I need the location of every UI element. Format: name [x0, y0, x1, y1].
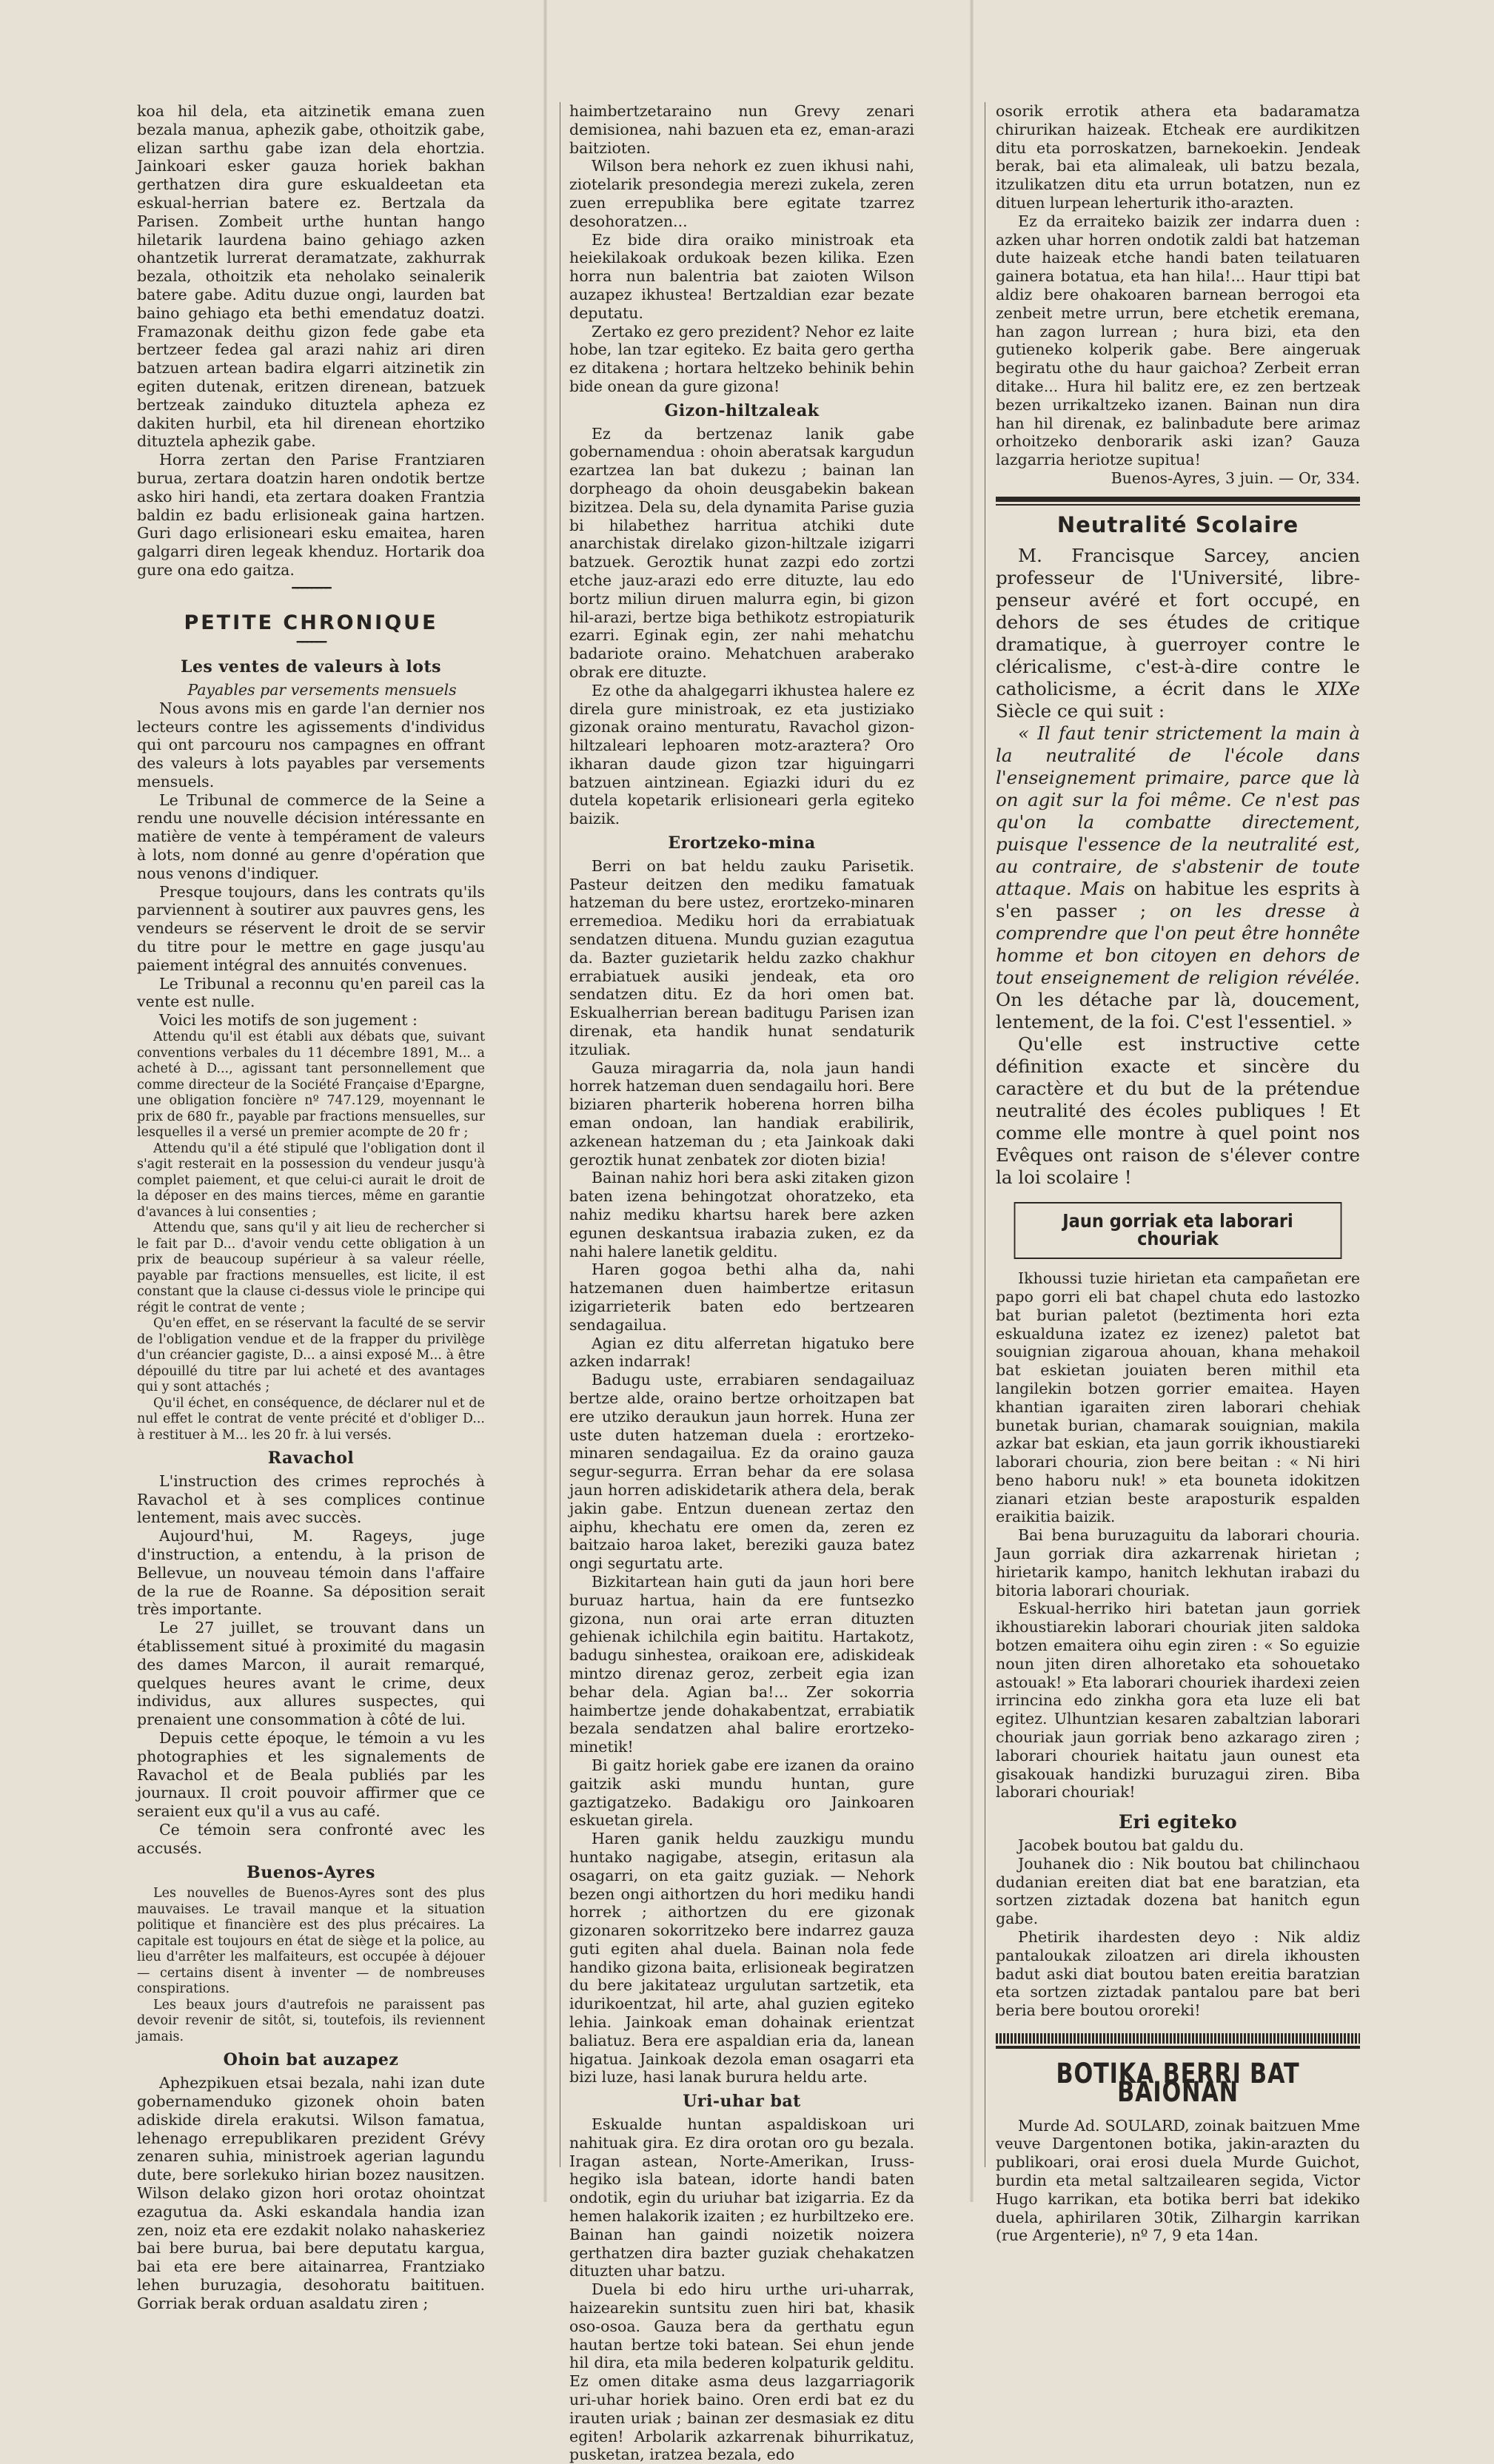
article-paragraph: Phetirik ihardesten deyo : Nik aldiz pantaloukak ziloatzen ari direla ikhousten badut aski diat boutou baten ereitia baratzian eta sortzen ziztadak pantalou pare bat beri beria bere boutou ororeki! [996, 1928, 1360, 2020]
text-run: Siècle ce qui suit : [996, 699, 1165, 722]
article-paragraph: Horra zertan den Parise Frantziaren burua, zertara doatzin haren ondotik bertze asko hiri handi, eta zertara doaken Frantzia baldin ez badu erlisioneak gaina hartzen. Guri dago erlisioneari esku emaitea, haren galgarri diren legeak khenduz. Hortarik doa gure ona edo gaitza. [137, 451, 485, 579]
column-left [137, 102, 485, 2312]
article-paragraph: Ikhoussi tuzie hirietan eta campañetan ere papo gorri eli bat chapel chuta edo lastozko bat burian paletot (beztimenta hori ezta eskualduna izatez ez izenez) paletot bat souignian zigaroua ahouan, khana mehakoil bat eskietan jouiaten beren mithil eta langilekin botzen gorrier emaitea. Hayen khantian igaraiten ziren laborari chehiak bunetak burian, chamarak souignian, makila azkar bat eskian, eta jaun gorrik ikhoustiareki laborari chouria, zion bere beitan : « Ni hiri beno haboru nuk! » eta bouneta idokitzen zianari etzian beste araposturik espalden eraikitia baizik. [996, 1269, 1360, 1526]
text-run-italic: « Il faut tenir strictement la main à la neutralité de l'école dans l'enseignement primaire, parce que là on agit sur la foi même. Ce n'est pas qu'on la combatte directement, puisque l'essence de la neutralité est, au contraire, de s'abstenir de toute attaque. Mais [996, 722, 1360, 899]
paper-fold [970, 0, 974, 2202]
judgement-clause: Attendu que, sans qu'il y ait lieu de rechercher si le fait par D... d'avoir vendu cette obligation à un prix de beaucoup supérieur à sa valeur réelle, payable par fractions mensuelles, est licite, il est constant que la clause ci-dessus viole le principe qui régit le contrat de vente ; [137, 1221, 485, 1315]
paper-fold [543, 0, 547, 2202]
judgement-clause: Qu'en effet, en se réservant la faculté de se servir de l'obligation vendue et de la frapper du privilège d'un créancier gagiste, D... a ainsi exposé M... à être dépouillé du titre par lui acheté et des avantages qui y sont attachés ; [137, 1316, 485, 1395]
text-run-italic: on les dresse à comprendre que l'on peut être honnête homme et bon citoyen en dehors de tout enseignement de religion révélée. [996, 899, 1360, 988]
article-paragraph: Zertako ez gero prezident? Nehor ez laite hobe, lan tzar egiteko. Ez baita gero gertha ez ditakena ; hortara heltzeko behinik behin bide onean da gure gizona! [569, 322, 914, 395]
column-right [985, 102, 1360, 2245]
article-paragraph: Berri on bat heldu zauku Parisetik. Pasteur deitzen den mediku famatuak hatzeman du bere ustez, erortzeko-minaren erremedioa. Mediku hori da errabiatuak sendatzen dituena. Mundu guzian ezagutua da. Bazter guzietarik heldu zazko chakhur errabiatuek ausiki jendeak, eta oro sendatzen ditu. Ez da hori omen bat. Eskualherrian berean baditugu Parisen izan direnak, eta handik hunat sendaturik itzuliak. [569, 856, 914, 1058]
advertisement-title: BOTIKA BERRI BAT BAIONAN [1056, 2058, 1300, 2108]
article-paragraph: osorik errotik athera eta badaramatza chirurikan haizeak. Etcheak ere aurdikitzen ditu eta porroskatzen, barnekoekin. Jendeak berak, bai eta alimaleak, uli batzu bezala, itzulikatzen ditu eta urrun botatzen, nun ez dituen lurpean leherturik itho-arazten. [996, 102, 1360, 212]
article-paragraph [996, 722, 1360, 1033]
article-paragraph: Jouhanek dio : Nik boutou bat chilinchaou dudanian ereiten diat bat ene baratzian, eta sortzen ziztadak dozena bat hanitch egun gabe. [996, 1854, 1360, 1928]
article-paragraph: Gauza miragarria da, nola jaun handi horrek hatzeman duen sendagailu hori. Bere biziaren pharterik hoberena horren bilha eman ondoan, lan handiak erabilirik, azkenean hatzeman du ; eta Jainkoak daki geroztik hunat zenbatek zor dioten bizia! [569, 1058, 914, 1169]
judgement-clause: Attendu qu'il a été stipulé que l'obligation dont il s'agit resterait en la possession du vendeur jusqu'à complet paiement, et que celui-ci aurait le droit de la déposer en des mains tierces, même en garantie d'avances à lui consenties ; [137, 1141, 485, 1220]
judgement-clause: Qu'il échet, en conséquence, de déclarer nul et de nul effet le contrat de vente précité et d'obliger D... à restituer à M... les 20 fr. à lui versés. [137, 1395, 485, 1443]
article-paragraph: Ez othe da ahalgegarri ikhustea halere ez direla gure ministroak, ez eta justiziako gizonak oraino menturatu, Ravachol gizon-hiltzaleari lephoaren motz-araztera? Oro ikharan daude gizon tzar higuingarri batzuen aintzinean. Egiazki iduri du ez dutela kopetarik erlisioneari gerla egiteko baizik. [569, 681, 914, 828]
article-paragraph: Badugu uste, errabiaren sendagailuaz bertze alde, oraino bertze orhoitzapen bat ere utziko deraukun jaun horrek. Huna zer uste duten hatzeman duela : erortzeko-minaren sendagailua. Ez da oraino gauza segur-segurra. Erran behar da ere solasa jaun horren adiskidetarik athera dela, berak jakin gabe. Entzun duenean zertaz den aiphu, khechatu ere omen da, zeren ez baitzaio haroa laket, bereziki gauza batez ongi segurtatu arte. [569, 1371, 914, 1573]
article-paragraph: Eskual-herriko hiri batetan jaun gorriek ikhoustiarekin laborari chouriak jiten saldoka botzen emaitera oihu egin ziren : « So eguizie noun jiten diren alhoretako eta sohouetako astouak! » Eta laborari chouriek ihardexi zeien irrincina edo zinkha gora eta luze eli bat egitez. Ulhuntzian kesaren zabaltzian laborari chouriak jaun gorriak beno azkarago ziren ; laborari chouriek haitatu jaun ounest eta gisakouak handizki buruzagui ziren. Biba laborari chouriak! [996, 1599, 1360, 1802]
article-paragraph [996, 545, 1360, 722]
article-paragraph: Haren ganik heldu zauzkigu mundu huntako nagigabe, atsegin, eritasun ala osagarri, on eta gaitz guziak. — Nehork bezen ongi aithortzen du hori mediku handi horrek ; aithortzen du ere gizonak gizonaren sokorritzeko bere indarrez gauza guti egiten ahal duela. Bainan nola fede handiko gizona baita, erlisioneak begiratzen du bere jakitateaz urgulutan sartzetik, eta idurikoentzat, hil arte, ahal guzien egiteko lehia. Jainkoak eman dohainak erientzat baliatuz. Bera ere aspaldian eria da, lanean higatua. Jainkoak dezola eman osagarri eta bizi luze, hasi lanak burura heldu arte. [569, 1830, 914, 2087]
section-rule [996, 504, 1360, 506]
column-middle [560, 102, 914, 2464]
article-paragraph: haimbertzetaraino nun Grevy zenari demisionea, nahi bazuen eta ez, eman-arazi baitzioten. [569, 102, 914, 157]
text-run: M. Francisque Sarcey, ancien professeur de l'Université, libre-penseur avéré et fort occupé, en dehors de ses études de critique dramatique, à guerroyer contre le cléricalisme, c'est-à-dire contre le catholicisme, a écrit dans le [996, 544, 1360, 699]
advertisement-body: Murde Ad. SOULARD, zoinak baitzuen Mme veuve Dargentonen botika, jakin-arazten du publikoari, orai erosi duela Murde Guichot, burdin eta metal saltzailearen segida, Victor Hugo karrikan, eta botika berri bat idekiko duela, aphirilaren 30tik, Zilhargin karrikan (rue Argenterie), nº 7, 9 eta 14an. [996, 2116, 1360, 2245]
heading-buenos-ayres: Buenos-Ayres [247, 1862, 375, 1882]
subheading-payables: Payables par versements mensuels [187, 680, 457, 699]
heading-eri-egiteko: Eri egiteko [1118, 1811, 1238, 1833]
article-paragraph: Wilson bera nehork ez zuen ikhusi nahi, ziotelarik presondegia merezi zukela, zeren zuen errepublika bere egitate tzarrez desohoratzen... [569, 157, 914, 230]
advertisement-rule [996, 2033, 1360, 2044]
article-paragraph: Les nouvelles de Buenos-Ayres sont des plus mauvaises. Le travail manque et la situation politique et financière est des plus précaires. La capitale est toujours en état de siège et la police, au lieu d'arrêter les malfaiteurs, est occupée à déjouer — certains disent à inventer — de nombreuses conspirations. [137, 1886, 485, 1997]
article-paragraph: Depuis cette époque, le témoin a vu les photographies et les signalements de Ravachol et de Beala publiés par les journaux. Il croit pouvoir affirmer que ce seraient eux qu'il a vus au café. [137, 1729, 485, 1821]
article-paragraph: Agian ez ditu alferretan higatuko bere azken indarrak! [569, 1334, 914, 1371]
article-paragraph: Ez da bertzenaz lanik gabe gobernamendua : ohoin aberatsak kargudun ezartzea lan bat dukezu ; bainan lan dorpheago da ohoin deusgabekin bakean bizitzea. Dela su, dela dynamita Parise guzia bi hilabethez harritua atchiki dute anarchistak direlako gizon-hiltzale izigarri batzuek. Geroztik hunat zazpi edo zortzi etche jauz-arazi edo erre dituzte, lau edo bortz miliun diruen malurra egin, bi gizon hil-arazi, bertze biga bethikotz estropiaturik ezarri. Eginak egin, zer nahi mehatchu badariote oraino. Mehatchuen araberako obrak ere dituzte. [569, 424, 914, 681]
ornament-divider: ━━━━━━━━ [292, 582, 330, 594]
judgement-clause: Attendu qu'il est établi aux débats que, suivant conventions verbales du 11 décembre 1891, M... a acheté à D..., agissant tant personnellement que comme directeur de la Société Française d'Epargne, une obligation foncière nº 747.129, moyennant le prix de 680 fr., payable par fractions mensuelles, sur lesquelles il a versé un premier acompte de 20 fr ; [137, 1030, 485, 1141]
advertisement-rule [996, 2046, 1360, 2049]
article-paragraph: Qu'elle est instructive cette définition exacte et sincère du caractère et du but de la prétendue neutralité des écoles publiques ! Et comme elle montre à quel point nos Evêques ont raison de s'élever contre la loi scolaire ! [996, 1033, 1360, 1188]
article-paragraph: Aujourd'hui, M. Rageys, juge d'instruction, a entendu, à la prison de Bellevue, un nouveau témoin dans l'affaire de la rue de Roanne. Sa déposition serait très importante. [137, 1527, 485, 1619]
article-paragraph: Ez bide dira oraiko ministroak eta heiekilakoak ordukoak bezen kilika. Ezen horra nun balentria bat zaioten Wilson auzapez ikhustea! Bertzaldian ezar bezate deputatu. [569, 230, 914, 322]
section-rule [996, 497, 1360, 502]
heading-ravachol: Ravachol [267, 1448, 355, 1468]
article-paragraph: Nous avons mis en garde l'an dernier nos lecteurs contre les agissements d'individus qui ont parcouru nos campagnes en offrant des valeurs à lots payables par versements mensuels. [137, 699, 485, 790]
heading-gizon-hiltzaleak: Gizon-hiltzaleak [664, 400, 820, 420]
article-paragraph: Presque toujours, dans les contrats qu'ils parviennent à soutirer aux pauvres gens, les vendeurs se réservent le droit de se servir du titre pour le mettre en gage jusqu'au paiement intégral des annuités convenues. [137, 882, 485, 974]
article-paragraph: L'instruction des crimes reprochés à Ravachol et à ses complices continue lentement, mais avec succès. [137, 1471, 485, 1527]
heading-neutralite-scolaire: Neutralité Scolaire [1056, 511, 1299, 537]
article-paragraph: Aphezpikuen etsai bezala, nahi izan dute gobernamenduko gizonek ohoin baten adiskide direla erakutsi. Wilson famatua, lehenago errepublikaren prezident Grévy zenaren suhia, ministroek agerian lagundu dute, bere sorlekuko hirian bozez nausitzen. Wilson delako gizon hori orotaz ohointzat ezagutua da. Aski eskandala handia izan zen, noiz eta ere ezdakit nolako nahaskeriez bai bere burua, bai bere deputatu kargua, bai eta ere bere aitainarrea, Frantziako lehen buruzagia, desohoratu baitituen. Gorriak berak orduan asaldatu ziren ; [137, 2074, 485, 2312]
article-paragraph: Haren gogoa bethi alha da, nahi hatzemanen duen haimbertze eritasun izigarrieterik baten edo bertzearen sendagailua. [569, 1260, 914, 1334]
text-run-italic: XIXe [1316, 677, 1360, 699]
article-paragraph: Duela bi edo hiru urthe uri-uharrak, haizearekin suntsitu zuen hiri bat, khasik oso-osoa. Gauza bera da gerthatu egun hautan bertze toki batean. Sei ehun jende hil dira, eta mila bederen kolpaturik gelditu. Ez omen ditake asma deus lazgarriagorik uri-uhar horiek baino. Oren erdi bat ez du irauten uriak ; bainan zer desmasiak ez ditu egiten! Arbolarik azkarrenak bihurrikatuz, pusketan, iratzea bezala, edo [569, 2280, 914, 2464]
dateline: Buenos-Ayres, 3 juin. — Or, 334. [1111, 469, 1360, 487]
article-paragraph: Voici les motifs de son jugement : [159, 1011, 418, 1030]
article-paragraph: Ez da erraiteko baizik zer indarra duen : azken uhar horren ondotik zaldi bat hatzeman dute haizeak etche handi baten teilatuaren gainera botatua, eta han hila!... Haur ttipi bat aldiz bere ohakoaren barnean berrogoi eta zenbeit metre urrun, bere etchetik eremana, han zagon lurrean ; hura bizi, eta den gutieneko kolperik gabe. Bere aingeruak begiratu othe du haur gaichoa? Zerbeit erran ditake... Hura hil balitz ere, ez zen bertzeak bezen urrikaltzeko izanen. Bainan nun dira han hil direnak, ez balinbadute bere arimaz orhoitzeko denborarik aski izan? Gauza lazgarria heriotze supitua! [996, 212, 1360, 469]
heading-ohoin-bat-auzapez: Ohoin bat auzapez [223, 2050, 399, 2070]
article-paragraph: Le 27 juillet, se trouvant dans un établissement situé à proximité du magasin des dames Marcon, il aurait remarqué, quelques heures avant le crime, deux individus, aux allures suspectes, qui prenaient une consommation à côté de lui. [137, 1619, 485, 1729]
section-title-petite-chronique: PETITE CHRONIQUE [184, 611, 438, 634]
text-run: on habitue les esprits à s'en passer ; [996, 877, 1360, 922]
heading-erortzeko-mina: Erortzeko-mina [668, 833, 816, 853]
heading-uri-uhar-bat: Uri-uhar bat [683, 2092, 801, 2112]
article-paragraph: Les beaux jours d'autrefois ne paraissent pas devoir revenir de sitôt, si, toutefois, ils reviennent jamais. [137, 1997, 485, 2044]
article-paragraph: Bai bena buruzaguitu da laborari chouria. Jaun gorriak dira azkarrenak hirietan ; hirietarik kampo, hanitch lekhutan irabazi du bitoria laborari chouriak. [996, 1526, 1360, 1599]
article-paragraph: Bi gaitz horiek gabe ere izanen da oraino gaitzik aski mundu huntan, gure gaztigatzeko. Badakigu oro Jainkoaren eskuetan girela. [569, 1756, 914, 1830]
article-paragraph: koa hil dela, eta aitzinetik emana zuen bezala manua, aphezik gabe, othoitzik gabe, elizan sarthu gabe izan dela ehortzia. Jainkoari esker gauza horiek bakhan gerthatzen dira gure eskualdeetan eta eskual-herrian batere ez. Bertzala da Parisen. Zombeit urthe huntan hango hiletarik laurdena baino gehiago azken ohantzetik lurrerat deramatzate, zakhurrak bezala, othoitzik eta neholako seinalerik batere gabe. Aditu duzue ongi, laurden bat baino gehiago eta bethi emendatuz doatzi. Framazonak deithu gizon fede gabe eta bertzeer fedea gal arazi nahiz ari diren batzuen artean badira elgarri aitzinetik zin egiten dutenak, eritzen direnean, batzuek bertzeak zainduko dituztela apheza ez dakiten hurbil, eta hil direnean ehortziko dituztela aphezik gabe. [137, 102, 485, 451]
ornament-divider: ━━━━━━ [296, 637, 326, 649]
article-paragraph: Le Tribunal de commerce de la Seine a rendu une nouvelle décision intéressante en matière de vente à tempérament de valeurs à lots, nom donné au genre d'opération que nous venons d'indiquer. [137, 790, 485, 882]
heading-jaun-gorriak-box: Jaun gorriak eta laborari chouriak [1014, 1202, 1342, 1260]
text-run: On les détache par là, doucement, lentement, de la foi. C'est l'essentiel. » [996, 988, 1360, 1033]
heading-ventes-valeurs: Les ventes de valeurs à lots [180, 657, 442, 677]
article-paragraph: Bainan nahiz hori bera aski zitaken gizon baten izena behingotzat ohoratzeko, eta nahiz mediku khartsu harek bere azken egunen deskantsua irabazia zuken, ez da nahi halere lanetik gelditu. [569, 1169, 914, 1260]
article-paragraph: Eskualde huntan aspaldiskoan uri nahituak gira. Ez dira orotan oro gu bezala. Iragan astean, Norte-Amerikan, Iruss-hegiko isla batean, idorte handi baten ondotik, egin du uriuhar bat izigarria. Ez da hemen halakorik izaiten ; ez hurbiltzeko ere. Bainan han gaindi noizetik noizera gerthatzen dira bazter guziak chehakatzen dituzten uhar batzu. [569, 2115, 914, 2280]
article-paragraph: Bizkitartean hain guti da jaun hori bere buruaz hartua, hain da ere funtsezko gizona, nun orai arte erran dituzten gehienak ichilchila egin baititu. Hartakotz, badugu sinhestea, oraikoan ere, adiskideak mintzo direnaz geroz, zerbeit egia izan behar dela. Agian ba!... Zer sokorria haimbertze jende dohakabentzat, errabiatik bezala sendatzen ahal balire erortzeko-minetik! [569, 1572, 914, 1756]
article-paragraph: Jacobek boutou bat galdu du. [1018, 1836, 1245, 1855]
article-paragraph: Ce témoin sera confronté avec les accusés. [137, 1820, 485, 1857]
article-paragraph: Le Tribunal a reconnu qu'en pareil cas la vente est nulle. [137, 974, 485, 1011]
